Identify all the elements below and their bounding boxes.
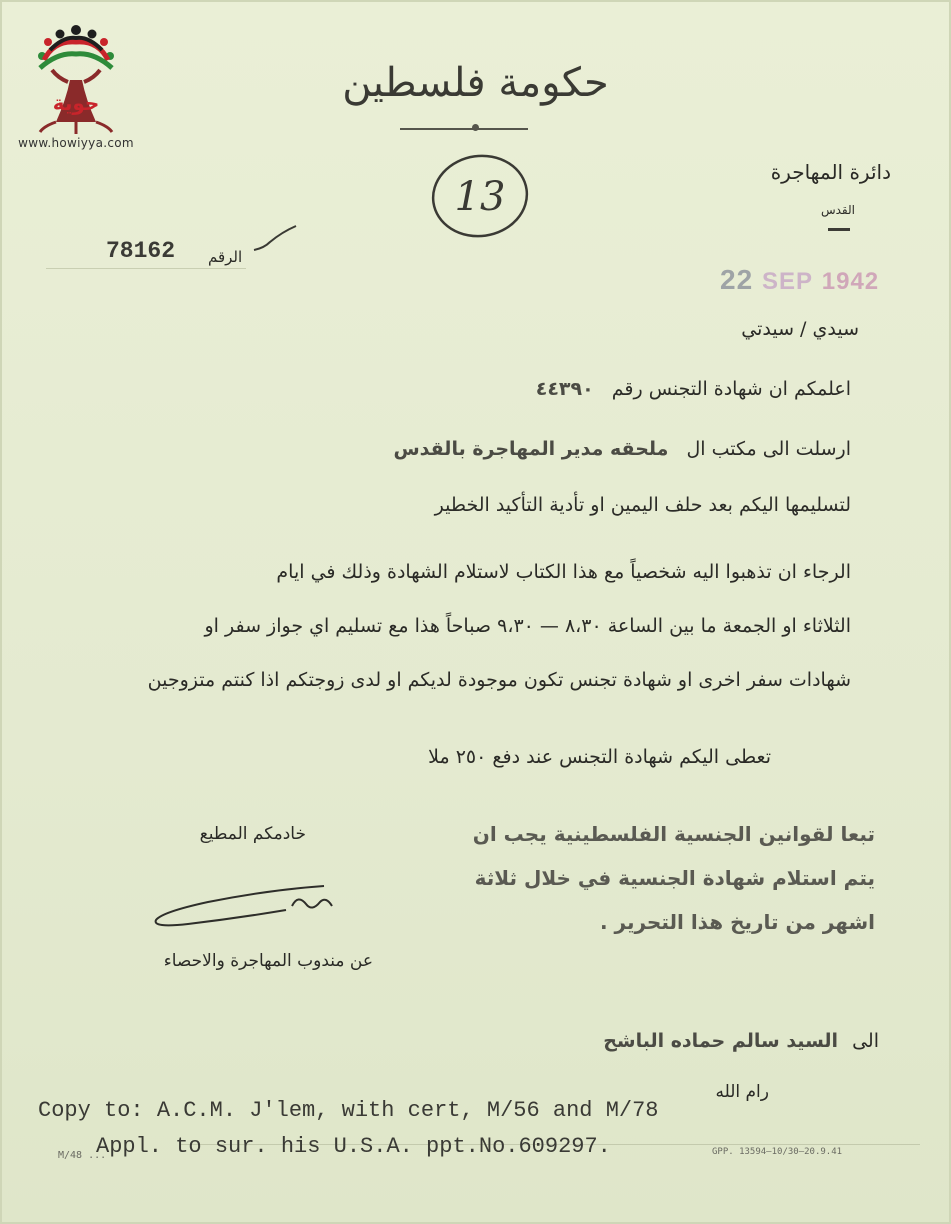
city-dash	[828, 228, 850, 231]
stamp-day: 22	[720, 264, 754, 295]
certificate-number: ٤٤٣٩٠	[535, 378, 594, 400]
instructions-line-3: شهادات سفر اخرى او شهادة تجنس تكون موجودة لديكم او لدى زوجتكم اذا كنتم متزوجين	[147, 669, 851, 691]
body-line-1	[536, 378, 851, 400]
salutation: سيدي / سيدتي	[741, 318, 859, 340]
recipient-prefix: الى	[852, 1030, 879, 1052]
stamp-month: SEP	[761, 268, 813, 295]
application-line: Appl. to sur. his U.S.A. ppt.No.609297.	[96, 1134, 611, 1159]
typed-note-line-1: تبعا لقوانين الجنسية الفلسطينية يجب ان	[472, 822, 875, 846]
body-line-2-text: ارسلت الى مكتب ال	[686, 438, 851, 460]
printer-imprint: GPP. 13594—10/30—20.9.41	[712, 1147, 843, 1157]
recipient-city: رام الله	[715, 1082, 769, 1102]
department-city: القدس	[820, 203, 855, 217]
heading-underline	[400, 128, 528, 130]
instructions-line-1: الرجاء ان تذهبوا اليه شخصياً مع هذا الكتاب لاستلام الشهادة وذلك في ايام	[276, 561, 851, 583]
typed-note-line-2: يتم استلام شهادة الجنسية في خلال ثلاثة	[474, 866, 875, 890]
typed-note-line-3: اشهر من تاريخ هذا التحرير .	[599, 910, 875, 934]
date-stamp	[720, 264, 879, 296]
body-line-3: لتسليمها اليكم بعد حلف اليمين او تأدية التأكيد الخطير	[434, 494, 851, 516]
body-line-2	[393, 438, 851, 460]
logo-url[interactable]: www.howiyya.com	[18, 136, 134, 150]
department-name: دائرة المهاجرة	[770, 160, 891, 184]
logo-brand-text: حوية	[52, 91, 100, 115]
office-typed-text: ملحقه مدير المهاجرة بالقدس	[393, 438, 669, 460]
folio-number: 13	[454, 174, 506, 220]
recipient-name: السيد سالم حماده الباشح	[603, 1030, 839, 1052]
recipient	[603, 1030, 879, 1052]
reference-rule	[46, 268, 246, 269]
signature-closing: خادمكم المطيع	[199, 824, 306, 844]
reference-label: الرقم	[208, 248, 243, 266]
instructions-line-2: الثلاثاء او الجمعة ما بين الساعة ٨،٣٠ — ٩،٣٠ صباحاً هذا مع تسليم اي جواز سفر او	[204, 615, 851, 637]
copy-to-line: Copy to: A.C.M. J'lem, with cert, M/56 and M/78	[38, 1098, 659, 1123]
stamp-year: 1942	[821, 268, 880, 295]
heading-dot	[472, 124, 479, 131]
folio-circle	[425, 148, 535, 244]
fee-line: تعطى اليكم شهادة التجنس عند دفع ٢٥٠ ملا	[428, 746, 771, 768]
government-heading: حكومة فلسطين	[342, 60, 609, 106]
body-line-1-text: اعلمكم ان شهادة التجنس رقم	[611, 378, 851, 400]
signature-on-behalf: عن مندوب المهاجرة والاحصاء	[163, 951, 373, 971]
reference-number: 78162	[106, 238, 176, 264]
handwritten-tick-mark	[250, 220, 300, 256]
handwritten-signature	[148, 876, 348, 936]
form-number: M/48 ...	[58, 1150, 107, 1161]
